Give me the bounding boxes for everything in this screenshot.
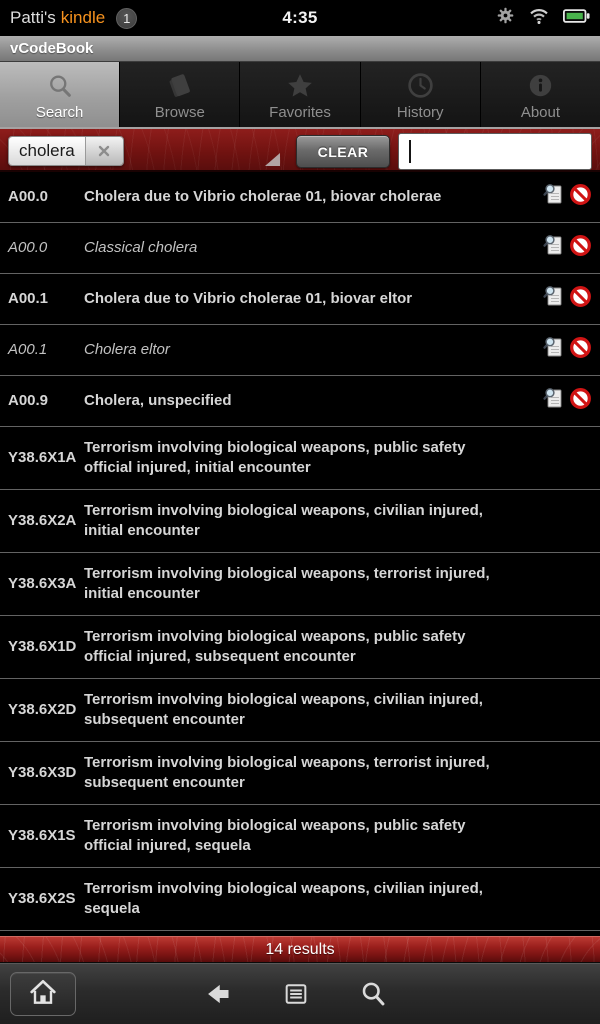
prohibited-icon[interactable]	[569, 234, 592, 262]
prohibited-icon[interactable]	[569, 387, 592, 415]
code-description: Cholera due to Vibrio cholerae 01, biovar cholerae	[84, 188, 442, 205]
result-row[interactable]	[0, 616, 600, 679]
document-search-icon[interactable]	[543, 234, 564, 262]
info-icon	[527, 67, 554, 104]
result-row[interactable]	[0, 679, 600, 742]
result-row[interactable]	[0, 742, 600, 805]
icd-code: A00.0	[8, 239, 48, 256]
result-row[interactable]	[0, 223, 600, 274]
results-count-label: 14 results	[265, 940, 335, 958]
icd-code: Y38.6X2D	[8, 701, 77, 718]
code-description: Terrorism involving biological weapons, public safety official injured, sequela	[84, 817, 466, 854]
app-title: vCodeBook	[10, 40, 94, 57]
code-description: Classical cholera	[84, 239, 198, 256]
icd-code: Y38.6X1A	[8, 449, 77, 466]
search-panel	[0, 127, 600, 172]
close-x-icon[interactable]	[85, 137, 123, 165]
gear-icon[interactable]	[496, 6, 515, 30]
search-input[interactable]	[398, 133, 592, 170]
tab-bar	[0, 62, 600, 127]
icd-code: Y38.6X2A	[8, 512, 77, 529]
magnifier-icon	[46, 67, 74, 104]
result-row[interactable]	[0, 490, 600, 553]
home-icon	[27, 977, 59, 1012]
tab-label: Browse	[154, 104, 205, 121]
icd-code: A00.0	[8, 188, 49, 205]
icd-code: A00.1	[8, 290, 49, 307]
code-description: Terrorism involving biological weapons, civilian injured, initial encounter	[84, 502, 483, 539]
code-description: Terrorism involving biological weapons, civilian injured, subsequent encounter	[84, 691, 483, 728]
back-arrow-icon[interactable]	[203, 980, 233, 1008]
document-search-icon[interactable]	[543, 285, 564, 313]
code-description: Terrorism involving biological weapons, public safety official injured, initial encounter	[84, 439, 466, 476]
tab-label: Search	[35, 104, 84, 121]
code-description: Terrorism involving biological weapons, public safety official injured, subsequent encounter	[84, 628, 466, 665]
code-description: Terrorism involving biological weapons, terrorist injured, subsequent encounter	[84, 754, 490, 791]
battery-icon	[563, 8, 590, 29]
icd-code: Y38.6X1S	[8, 827, 76, 844]
tab-label: History	[396, 104, 444, 121]
document-search-icon[interactable]	[543, 183, 564, 211]
tab-browse[interactable]	[120, 62, 240, 127]
result-row[interactable]	[0, 553, 600, 616]
tab-label: About	[520, 104, 561, 121]
icd-code: Y38.6X1D	[8, 638, 77, 655]
icd-code: A00.1	[8, 341, 48, 358]
clock-label: 4:35	[282, 8, 318, 27]
system-nav-bar	[0, 962, 600, 1024]
prohibited-icon[interactable]	[569, 183, 592, 211]
app-title-bar	[0, 36, 600, 62]
tab-favorites[interactable]	[240, 62, 360, 127]
star-icon	[285, 67, 315, 104]
result-row[interactable]	[0, 376, 600, 427]
home-button[interactable]	[10, 972, 76, 1016]
code-description: Terrorism involving biological weapons, terrorist injured, initial encounter	[84, 565, 490, 602]
status-bar	[0, 0, 600, 36]
code-description: Cholera, unspecified	[84, 392, 232, 409]
result-row[interactable]	[0, 868, 600, 931]
icd-code: Y38.6X2S	[8, 890, 76, 907]
result-row[interactable]	[0, 805, 600, 868]
prohibited-icon[interactable]	[569, 285, 592, 313]
search-term-chip[interactable]	[8, 136, 124, 166]
tab-about[interactable]	[481, 62, 600, 127]
wifi-icon	[528, 6, 550, 30]
code-description: Cholera eltor	[84, 341, 170, 358]
notification-badge[interactable]: 1	[116, 8, 137, 29]
document-search-icon[interactable]	[543, 336, 564, 364]
results-list	[0, 172, 600, 936]
device-owner-label: Patti's	[10, 8, 56, 27]
book-icon	[165, 67, 195, 104]
result-row[interactable]	[0, 172, 600, 223]
prohibited-icon[interactable]	[569, 336, 592, 364]
tab-history[interactable]	[361, 62, 481, 127]
icd-code: Y38.6X3D	[8, 764, 77, 781]
result-row[interactable]	[0, 325, 600, 376]
text-caret	[409, 140, 411, 163]
search-term-label: cholera	[9, 137, 85, 165]
device-brand-label: kindle	[60, 8, 106, 27]
icd-code: Y38.6X3A	[8, 575, 77, 592]
result-row[interactable]	[0, 427, 600, 490]
magnifier-icon[interactable]	[358, 980, 388, 1008]
clock-icon	[406, 67, 435, 104]
code-description: Terrorism involving biological weapons, civilian injured, sequela	[84, 880, 483, 917]
dropdown-corner-indicator	[265, 153, 280, 166]
document-search-icon[interactable]	[543, 387, 564, 415]
results-count-banner	[0, 936, 600, 962]
menu-icon[interactable]	[281, 980, 311, 1008]
clear-button[interactable]: CLEAR	[296, 135, 390, 168]
result-row[interactable]	[0, 274, 600, 325]
tab-label: Favorites	[269, 104, 331, 121]
code-description: Cholera due to Vibrio cholerae 01, biovar eltor	[84, 290, 413, 307]
icd-code: A00.9	[8, 392, 49, 409]
tab-search[interactable]	[0, 62, 120, 127]
